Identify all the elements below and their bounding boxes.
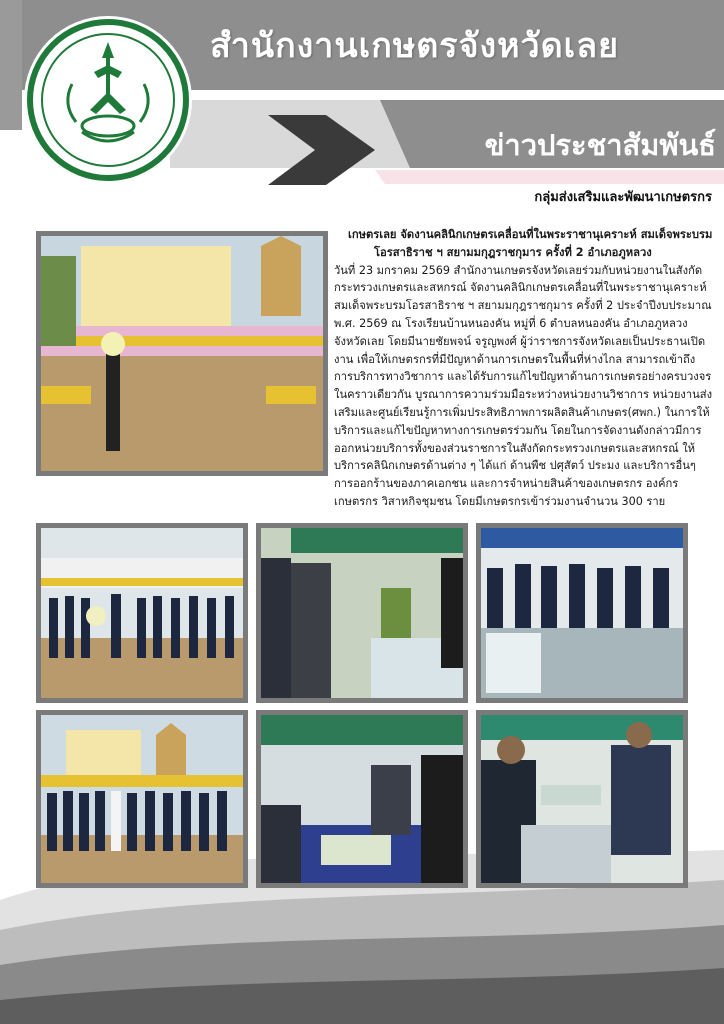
photo-handing-plant xyxy=(476,710,688,888)
photo-officials-stage xyxy=(36,710,248,888)
group-name: กลุ่มส่งเสริมและพัฒนาเกษตรกร xyxy=(534,190,712,205)
news-subtitle: ข่าวประชาสัมพันธ์ xyxy=(484,128,716,162)
photo-staff-booth xyxy=(476,523,688,703)
main-photo xyxy=(36,231,328,476)
article-title-line2: โอรสาธิราช ฯ สยามมกุฎราชกุมาร ครั้งที่ 2 อำเภอภูหลวง xyxy=(374,245,652,259)
photo-group-lineup xyxy=(36,523,248,703)
department-logo xyxy=(22,14,194,186)
article-body: วันที่ 23 มกราคม 2569 สำนักงานเกษตรจังหวัดเลยร่วมกับหน่วยงานในสังกัดกระทรวงเกษตรและสหกรณ์ จัดงานคลินิกเกษตรเคลื่อนที่ในพระราชานุเคราะห์ สมเด็จพระบรมโอรสาธิราช ฯ สยามมกุฎราชกุมาร ครั้งที่ 2 ประจำปีงบประมาณ พ.ศ. 2569 ณ โรงเรียนบ้านหนองคัน หมู่ที่ 6 ตำบลหนองคัน อำเภอภูหลวง จังหวัดเลย โดยมีนายชัยพจน์ จรูญพงศ์ ผู้ว่าราชการจังหวัดเลยเป็นประธานเปิดงาน เพื่อให้เกษตรกรที่มีปัญหาด้านการเกษตรในพื้นที่ห่างไกล สามารถเข้าถึงการบริการทางวิชาการ และได้รับการแก้ไขปัญหาด้านการเกษตรอย่างครบวงจรในคราวเดียวกัน บูรณาการความร่วมมือระหว่างหน่วยงานวิชาการ หน่วยงานส่งเสริมและศูนย์เรียนรู้การเพิ่มประสิทธิภาพการผลิตสินค้าเกษตร(ศพก.) ในการให้บริการและแก้ไขปัญหาทางการเกษตรร่วมกัน โดยในการจัดงานดังกล่าวมีการออกหน่วยบริการทั้งของส่วนราชการในสังกัดกระทรวงเกษตรและสหกรณ์ ให้บริการคลินิกเกษตรด้านต่าง ๆ ได้แก่ ด้านพืช ปศุสัตว์ ประมง และบริการอื่นๆ การออกร้านของภาคเอกชน และการจำหน่ายสินค้าของเกษตรกร องค์กรเกษตรกร วิสาหกิจชุมชน โดยมีเกษตรกรเข้าร่วมงานจำนวน 300 ราย xyxy=(334,263,713,508)
office-title: สำนักงานเกษตรจังหวัดเลย xyxy=(210,26,620,66)
photo-plant-booth xyxy=(256,523,468,703)
news-article xyxy=(334,226,714,511)
article-title-line1: เกษตรเลย จัดงานคลินิกเกษตรเคลื่อนที่ในพระราชานุเคราะห์ สมเด็จพระบรม xyxy=(348,228,713,241)
photo-service-table xyxy=(256,710,468,888)
